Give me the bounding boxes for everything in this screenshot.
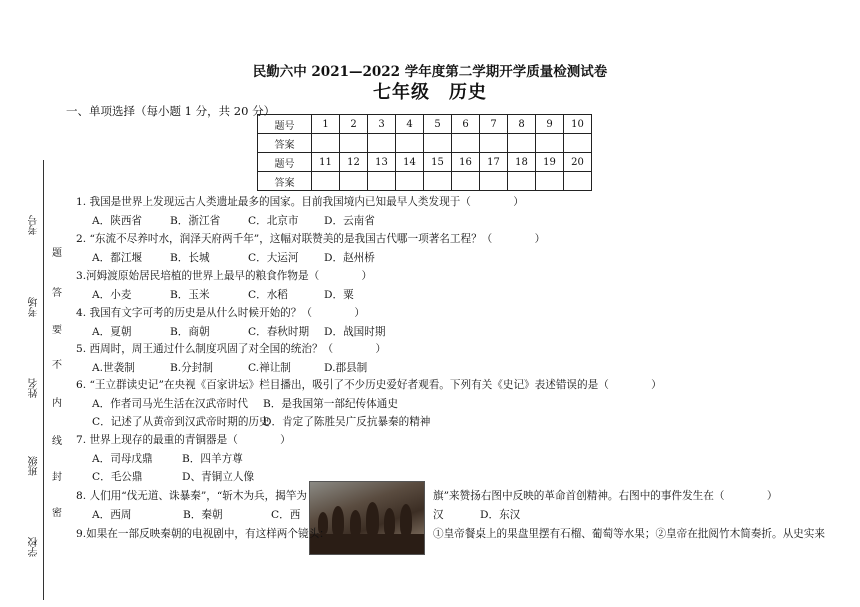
- question-stem: 3.河姆渡原始居民培植的世界上最早的粮食作物是（ ）: [76, 270, 373, 282]
- seal-char: 线: [52, 436, 62, 447]
- option: C．西: [271, 509, 301, 521]
- answer-cell[interactable]: [368, 172, 396, 191]
- answer-cell[interactable]: [536, 134, 564, 153]
- option: D．赵州桥: [324, 252, 375, 264]
- question-number: 15: [424, 153, 452, 172]
- option: A．司母戊鼎: [92, 453, 153, 465]
- question-stem: 4. 我国有文字可考的历史是从什么时候开始的？（ ）: [76, 307, 365, 319]
- seal-char: 要: [52, 325, 62, 336]
- option: C．大运河: [248, 252, 299, 264]
- option: B．玉米: [170, 289, 210, 301]
- answer-cell[interactable]: [424, 172, 452, 191]
- option: D、青铜立人像: [182, 471, 255, 483]
- seal-char: 封: [52, 472, 62, 483]
- option: A．都江堰: [92, 252, 143, 264]
- question-stem: 8. 人们用“伐无道、诛暴秦”，“斩木为兵，揭竿为: [76, 490, 308, 502]
- answer-cell[interactable]: [312, 134, 340, 153]
- answer-cell[interactable]: [508, 134, 536, 153]
- answer-cell[interactable]: [564, 134, 592, 153]
- uprising-illustration: [309, 481, 425, 555]
- question-number: 11: [312, 153, 340, 172]
- answer-table: [257, 114, 592, 191]
- option: B．秦朝: [183, 509, 223, 521]
- field-school: 学校: [29, 537, 40, 557]
- answer-cell[interactable]: [452, 134, 480, 153]
- question-number: 18: [508, 153, 536, 172]
- option: C．春秋时期: [248, 326, 310, 338]
- table-row: [258, 134, 592, 153]
- option: A．陕西省: [92, 215, 143, 227]
- answer-cell[interactable]: [312, 172, 340, 191]
- option: B．四羊方尊: [182, 453, 243, 465]
- field-name: 姓名: [29, 378, 40, 398]
- option: B．商朝: [170, 326, 210, 338]
- answer-cell[interactable]: [396, 172, 424, 191]
- question-stem: 7. 世界上现存的最重的青铜器是（ ）: [76, 434, 291, 446]
- answer-cell[interactable]: [480, 172, 508, 191]
- binding-line: [43, 160, 44, 600]
- question-stem-continued: ①皇帝餐桌上的果盘里摆有石榴、葡萄等水果；②皇帝在批阅竹木简奏折。从史实来: [433, 528, 825, 540]
- option: B.分封制: [170, 362, 213, 374]
- question-stem: 6. “王立群读史记”在央视《百家讲坛》栏目播出，吸引了不少历史爱好者观看。下列有关《史记》表述错误的是（ ）: [76, 379, 662, 391]
- section-heading: 一、单项选择（每小题 1 分，共 20 分）: [66, 104, 276, 118]
- exam-title: 民勤六中 2021—2022 学年度第二学期开学质量检测试卷: [252, 64, 608, 80]
- option: C．北京市: [248, 215, 299, 227]
- option: A．作者司马光生活在汉武帝时代: [92, 398, 248, 410]
- option: B．是我国第一部纪传体通史: [263, 398, 398, 410]
- question-number: 20: [564, 153, 592, 172]
- question-number: 3: [368, 115, 396, 134]
- question-stem: 1. 我国是世界上发现远古人类遗址最多的国家。目前我国境内已知最早人类发现于（ ）: [76, 196, 524, 208]
- answer-cell[interactable]: [368, 134, 396, 153]
- answer-cell[interactable]: [340, 172, 368, 191]
- table-row: [258, 172, 592, 191]
- question-number: 5: [424, 115, 452, 134]
- seal-char: 不: [52, 360, 62, 371]
- option: A．夏朝: [92, 326, 132, 338]
- seal-char: 密: [52, 508, 62, 519]
- table-row: [258, 115, 592, 134]
- question-number: 14: [396, 153, 424, 172]
- row-label: 题号: [258, 153, 312, 172]
- answer-cell[interactable]: [396, 134, 424, 153]
- field-exam-room: 考场: [29, 297, 40, 317]
- question-number: 10: [564, 115, 592, 134]
- option: A.世袭制: [92, 362, 135, 374]
- option: D．东汉: [480, 509, 521, 521]
- row-label: 答案: [258, 172, 312, 191]
- option: D．云南省: [324, 215, 375, 227]
- option: C.禅让制: [248, 362, 291, 374]
- answer-cell[interactable]: [564, 172, 592, 191]
- answer-cell[interactable]: [480, 134, 508, 153]
- option: C．毛公鼎: [92, 471, 143, 483]
- question-number: 7: [480, 115, 508, 134]
- option: D．粟: [324, 289, 354, 301]
- seal-char: 答: [52, 288, 62, 299]
- option: B．浙江省: [170, 215, 221, 227]
- answer-cell[interactable]: [452, 172, 480, 191]
- question-stem: 9.如果在一部反映秦朝的电视剧中，有这样两个镜头：: [76, 528, 330, 540]
- option: 汉: [433, 509, 444, 521]
- field-class: 班级: [29, 456, 40, 476]
- question-number: 16: [452, 153, 480, 172]
- row-label: 答案: [258, 134, 312, 153]
- question-number: 2: [340, 115, 368, 134]
- seal-char: 题: [52, 248, 62, 259]
- exam-subject: 七年级 历史: [373, 82, 487, 103]
- question-number: 9: [536, 115, 564, 134]
- table-row: [258, 153, 592, 172]
- option: B．长城: [170, 252, 210, 264]
- question-number: 6: [452, 115, 480, 134]
- option: A．西周: [92, 509, 132, 521]
- answer-cell[interactable]: [340, 134, 368, 153]
- option: D．肯定了陈胜吴广反抗暴秦的精神: [263, 416, 431, 428]
- question-stem-continued: 旗”来赞扬右图中反映的革命首创精神。右图中的事件发生在（ ）: [433, 490, 778, 502]
- option: D.郡县制: [324, 362, 368, 374]
- question-number: 13: [368, 153, 396, 172]
- question-number: 4: [396, 115, 424, 134]
- question-number: 8: [508, 115, 536, 134]
- question-number: 1: [312, 115, 340, 134]
- question-stem: 2. “东流不尽养吋水，润泽天府两千年”，这幅对联赞美的是我国古代哪一项著名工程？（ ）: [76, 233, 546, 245]
- option: A．小麦: [92, 289, 132, 301]
- seal-char: 内: [52, 398, 62, 409]
- answer-cell[interactable]: [508, 172, 536, 191]
- option: C．记述了从黄帝到汉武帝时期的历史: [92, 416, 270, 428]
- row-label: 题号: [258, 115, 312, 134]
- answer-cell[interactable]: [424, 134, 452, 153]
- option: D．战国时期: [324, 326, 386, 338]
- question-stem: 5. 西周时，周王通过什么制度巩固了对全国的统治？（ ）: [76, 343, 387, 355]
- question-number: 12: [340, 153, 368, 172]
- question-number: 17: [480, 153, 508, 172]
- field-exam-number: 考号: [29, 215, 40, 235]
- answer-cell[interactable]: [536, 172, 564, 191]
- option: C．水稻: [248, 289, 288, 301]
- question-number: 19: [536, 153, 564, 172]
